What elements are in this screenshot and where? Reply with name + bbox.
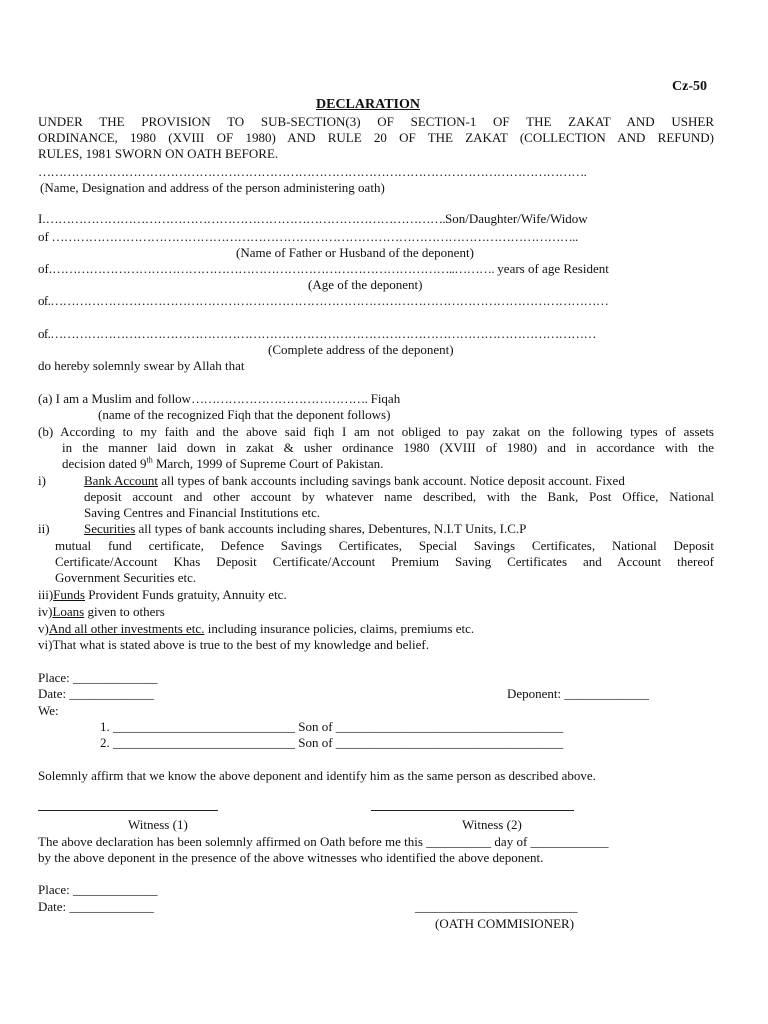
item-iii-text: Provident Funds gratuity, Annuity etc.: [84, 587, 287, 602]
item-i-line-3: Saving Centres and Financial Institutions etc.: [84, 505, 321, 520]
item-v-text: including insurance policies, claims, premiums etc.: [204, 621, 475, 636]
oath-statement-line-1[interactable]: The above declaration has been solemnly affirmed on Oath before me this __________ day of ____________: [38, 834, 609, 849]
witness-1-label: Witness (1): [128, 817, 188, 832]
item-iii-head: Funds: [53, 587, 85, 602]
place-field-2[interactable]: Place: _____________: [38, 882, 158, 897]
oath-administrator-caption: (Name, Designation and address of the person administering oath): [40, 180, 385, 195]
item-ii-text: all types of bank accounts including shares, Debentures, N.I.T Units, I.C.P: [135, 521, 527, 536]
oath-statement-line-2: by the above deponent in the presence of the above witnesses who identified the above deponent.: [38, 850, 544, 865]
page-title: DECLARATION: [316, 97, 420, 112]
affirm-text: Solemnly affirm that we know the above deponent and identify him as the same person as described above.: [38, 768, 596, 783]
witness-2-label: Witness (2): [462, 817, 522, 832]
item-iv-text: given to others: [84, 604, 165, 619]
item-b-line-2: in the manner laid down in zakat & usher ordinance 1980 (XVIII of 1980) and in accordance with the: [62, 440, 714, 455]
item-iv-head: Loans: [52, 604, 85, 619]
fiqh-field[interactable]: …………………………………….: [191, 391, 368, 406]
item-i-text: all types of bank accounts including savings bank account. Notice deposit account. Fixed: [158, 473, 625, 488]
commissioner-signature-line[interactable]: _________________________: [415, 899, 578, 914]
item-i-head: Bank Account: [84, 473, 159, 488]
item-b-line-3: [62, 456, 383, 472]
item-vi: vi)That what is stated above is true to the best of my knowledge and belief.: [38, 637, 429, 652]
item-iv-num: iv): [38, 604, 53, 619]
item-v: [38, 621, 474, 637]
item-ii-line-4: Government Securities etc.: [55, 570, 197, 585]
item-a-suffix: Fiqah: [367, 391, 401, 406]
relation-label: Son/Daughter/Wife/Widow: [445, 211, 588, 226]
address-caption: (Complete address of the deponent): [268, 342, 454, 357]
item-iii: [38, 587, 287, 603]
intro-line-1: UNDER THE PROVISION TO SUB-SECTION(3) OF SECTION-1 OF THE ZAKAT AND USHER: [38, 114, 714, 129]
item-b-line-1: (b) According to my faith and the above said fiqh I am not obliged to pay zakat on the following types of assets: [38, 424, 714, 439]
item-ii-num: ii): [38, 521, 50, 536]
father-name-row: [38, 229, 578, 245]
item-iv: [38, 604, 165, 620]
item-ii-line-1: [84, 521, 526, 537]
item-v-num: v): [38, 621, 49, 636]
age-suffix: years of age Resident: [494, 261, 609, 276]
i-prefix: I.: [38, 211, 46, 226]
swear-text: do hereby solemnly swear by Allah that: [38, 358, 245, 373]
item-i-num: i): [38, 473, 46, 488]
date-field-2[interactable]: Date: _____________: [38, 899, 154, 914]
item-iii-num: iii): [38, 587, 54, 602]
witness-row-1[interactable]: 1. ____________________________ Son of ___________________________________: [100, 719, 564, 734]
intro-line-2: ORDINANCE, 1980 (XVIII OF 1980) AND RULE 20 OF THE ZAKAT (COLLECTION AND REFUND): [38, 130, 714, 145]
item-ii-line-2: mutual fund certificate, Defence Savings Certificates, Special Savings Certificates, National Deposit: [55, 538, 714, 553]
address-field-2[interactable]: of.……………………………………………………………………………………………………………………: [38, 326, 596, 341]
item-ii-line-3: Certificate/Account Khas Deposit Certificate/Account Premium Saving Certificates and Account thereof: [55, 554, 714, 569]
deponent-name-row: [38, 211, 588, 227]
oath-administrator-field[interactable]: …………………………………………………………………………………………………………………….: [38, 164, 587, 179]
we-label: We:: [38, 703, 59, 718]
item-a: [38, 391, 400, 407]
item-b-date-post: March, 1999 of Supreme Court of Pakistan.: [152, 456, 384, 471]
deponent-name-field[interactable]: …………………………………………………………………………………….: [45, 211, 446, 226]
intro-line-3: RULES, 1981 SWORN ON OATH BEFORE.: [38, 146, 279, 161]
date-field[interactable]: Date: _____________: [38, 686, 154, 701]
age-prefix: of.: [38, 261, 53, 276]
age-row: [38, 261, 609, 277]
item-a-text: (a) I am a Muslim and follow: [38, 391, 192, 406]
father-name-field[interactable]: ………………………………………………………………………………………………………………..: [48, 229, 578, 244]
commissioner-label: (OATH COMMISIONER): [435, 916, 575, 931]
form-code: Cz-50: [672, 79, 707, 94]
of-label: of: [38, 229, 49, 244]
item-b-date-pre: decision dated 9: [62, 456, 147, 471]
item-ii-head: Securities: [84, 521, 136, 536]
witness-2-signature-line[interactable]: [371, 810, 574, 811]
witness-1-signature-line[interactable]: [38, 810, 218, 811]
item-i-line-2: deposit account and other account by whatever name described, with the Bank, Post Office, National: [84, 489, 714, 504]
deponent-signature-field[interactable]: Deponent: _____________: [507, 686, 649, 701]
place-field[interactable]: Place: _____________: [38, 670, 158, 685]
item-b-date-sup: th: [146, 455, 153, 465]
age-field[interactable]: ……………………………………………………………………………………..……….: [52, 261, 495, 276]
fiqh-caption: (name of the recognized Fiqh that the deponent follows): [98, 407, 391, 422]
witness-row-2[interactable]: 2. ____________________________ Son of ___________________________________: [100, 735, 564, 750]
item-i-line-1: [84, 473, 625, 489]
address-field-1[interactable]: of.………………………………………………………………………………………………………………………: [38, 293, 609, 308]
item-v-head: And all other investments etc.: [48, 621, 205, 636]
age-caption: (Age of the deponent): [308, 277, 423, 292]
father-name-caption: (Name of Father or Husband of the deponent): [236, 245, 474, 260]
